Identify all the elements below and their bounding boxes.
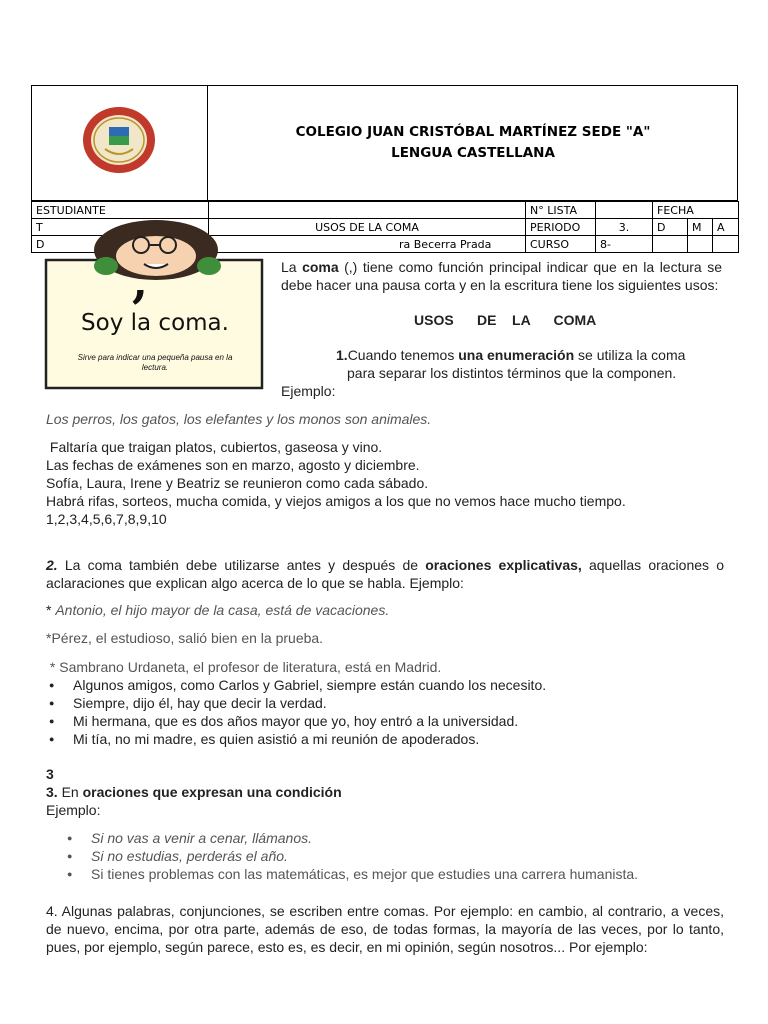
- period-label-cell: PERIODO: [526, 219, 596, 236]
- usos-heading: USOS DE LA COMA: [414, 312, 597, 328]
- intro-text-c: (,) tiene como función principal indicar que en la lectura se debe hacer una pausa corta y en la escritura tiene los siguientes usos:: [281, 259, 722, 293]
- s1-enumeracion-bold: una enumeración: [458, 347, 575, 363]
- example-star: *: [46, 602, 56, 618]
- year-cell: A: [713, 219, 739, 236]
- section-1-text-line2: para separar los distintos términos que la componen.: [347, 365, 677, 381]
- list-item: ● Si tienes problemas con las matemáticas, es mejor que estudies una carrera humanista.: [64, 865, 734, 883]
- s2-text-a: La coma también debe utilizarse antes y después de: [57, 557, 426, 573]
- section-1-number: 1.: [336, 347, 348, 363]
- section-1-examples: [46, 438, 736, 528]
- cartoon-caption: Sirve para indicar una pequeña pausa en la lectura.: [77, 353, 233, 372]
- student-label-cell: ESTUDIANTE: [32, 202, 209, 219]
- section-2-bullets: [46, 676, 736, 748]
- example-1-text: Antonio, el hijo mayor de la casa, está de vacaciones.: [55, 602, 390, 618]
- s3-condicion-bold: oraciones que expresan una condición: [82, 784, 342, 800]
- s1-text-a: Cuando tenemos: [347, 347, 459, 363]
- section-2-text: [46, 556, 724, 592]
- school-title: [208, 122, 738, 164]
- student-value-cell[interactable]: [209, 202, 526, 219]
- topic-label-cell: T: [32, 219, 209, 236]
- intro-text-a: La: [281, 259, 303, 275]
- school-seal-icon: [81, 105, 157, 175]
- subject-name: LENGUA CASTELLANA: [391, 145, 555, 161]
- section-1-ejemplo: Ejemplo:: [281, 383, 336, 399]
- teacher-value-cell: ra Becerra Prada: [209, 236, 526, 253]
- year-value-cell[interactable]: [713, 236, 739, 253]
- period-value-cell: 3.: [596, 219, 653, 236]
- section-1-italic-example: Los perros, los gatos, los elefantes y los monos son animales.: [46, 411, 432, 427]
- day-value-cell[interactable]: [653, 236, 688, 253]
- course-value-cell: 8-: [596, 236, 653, 253]
- list-item: 1,2,3,4,5,6,7,8,9,10: [46, 511, 167, 527]
- cartoon-comma: ,: [132, 254, 149, 308]
- section-3-number: 3.: [46, 784, 58, 800]
- intro-paragraph: [281, 258, 722, 294]
- cartoon-title: Soy la coma.: [81, 310, 229, 336]
- s2-explicativas-bold: oraciones explicativas,: [425, 557, 582, 573]
- section-2-example-2: *Pérez, el estudioso, salió bien en la prueba.: [46, 630, 324, 646]
- list-item: Sofía, Laura, Irene y Beatriz se reunieron como cada sábado.: [46, 475, 429, 491]
- s3-text-a: En: [57, 784, 83, 800]
- topic-value-cell: USOS DE LA COMA: [209, 219, 526, 236]
- day-cell: D: [653, 219, 688, 236]
- course-label-cell: CURSO: [526, 236, 596, 253]
- month-value-cell[interactable]: [688, 236, 713, 253]
- section-3-bullets: [64, 829, 734, 883]
- section-2-number: 2.: [46, 557, 58, 573]
- list-item: Habrá rifas, sorteos, mucha comida, y viejos amigos a los que no vemos hace mucho tiempo.: [46, 493, 626, 509]
- section-2-example-3: * Sambrano Urdaneta, el profesor de literatura, está en Madrid.: [46, 659, 442, 675]
- list-item: ● Mi tía, no mi madre, es quien asistió a mi reunión de apoderados.: [46, 730, 736, 748]
- list-item: ● Si no estudias, perderás el año.: [64, 847, 734, 865]
- list-item: ● Si no vas a venir a cenar, llámanos.: [64, 829, 734, 847]
- logo-cell: [31, 85, 208, 201]
- s2-text-c: aquellas oraciones o aclaraciones que explican algo acerca de lo que se habla. Ejemplo:: [46, 557, 724, 591]
- date-label-cell: FECHA: [653, 202, 739, 219]
- table-row: [32, 202, 739, 219]
- list-item: ● Siempre, dijo él, hay que decir la verdad.: [46, 694, 736, 712]
- section-2-example-1: [46, 601, 389, 619]
- intro-coma-bold: coma: [302, 259, 339, 275]
- month-cell: M: [688, 219, 713, 236]
- list-item: ● Mi hermana, que es dos años mayor que yo, hoy entró a la universidad.: [46, 712, 736, 730]
- teacher-label-cell: D: [32, 236, 209, 253]
- section-4-text: 4. Algunas palabras, conjunciones, se escriben entre comas. Por ejemplo: en cambio, al contrario, a veces, de nuevo, encima, por otra parte, además de eso, de todas formas, la mayoría de las veces, por lo tanto, pues, por ejemplo, según parece, esto es, es decir, en mi opinión, según nosotros... Por ejemplo:: [46, 903, 724, 955]
- section-3-ejemplo: Ejemplo:: [46, 802, 101, 818]
- list-item: ● Algunos amigos, como Carlos y Gabriel, siempre están cuando los necesito.: [46, 676, 736, 694]
- section-3-stray-number: 3: [46, 766, 54, 782]
- coma-cartoon-card: [44, 218, 266, 390]
- list-item: Las fechas de exámenes son en marzo, agosto y diciembre.: [46, 457, 420, 473]
- s1-text-c: se utiliza la coma: [574, 347, 686, 363]
- section-1-text: [336, 346, 726, 364]
- list-item: Faltaría que traigan platos, cubiertos, gaseosa y vino.: [46, 439, 383, 455]
- school-name: COLEGIO JUAN CRISTÓBAL MARTÍNEZ SEDE "A": [295, 124, 651, 140]
- list-number-value-cell[interactable]: [596, 202, 653, 219]
- list-number-label-cell: N° LISTA: [526, 202, 596, 219]
- section-3-heading: [46, 783, 342, 801]
